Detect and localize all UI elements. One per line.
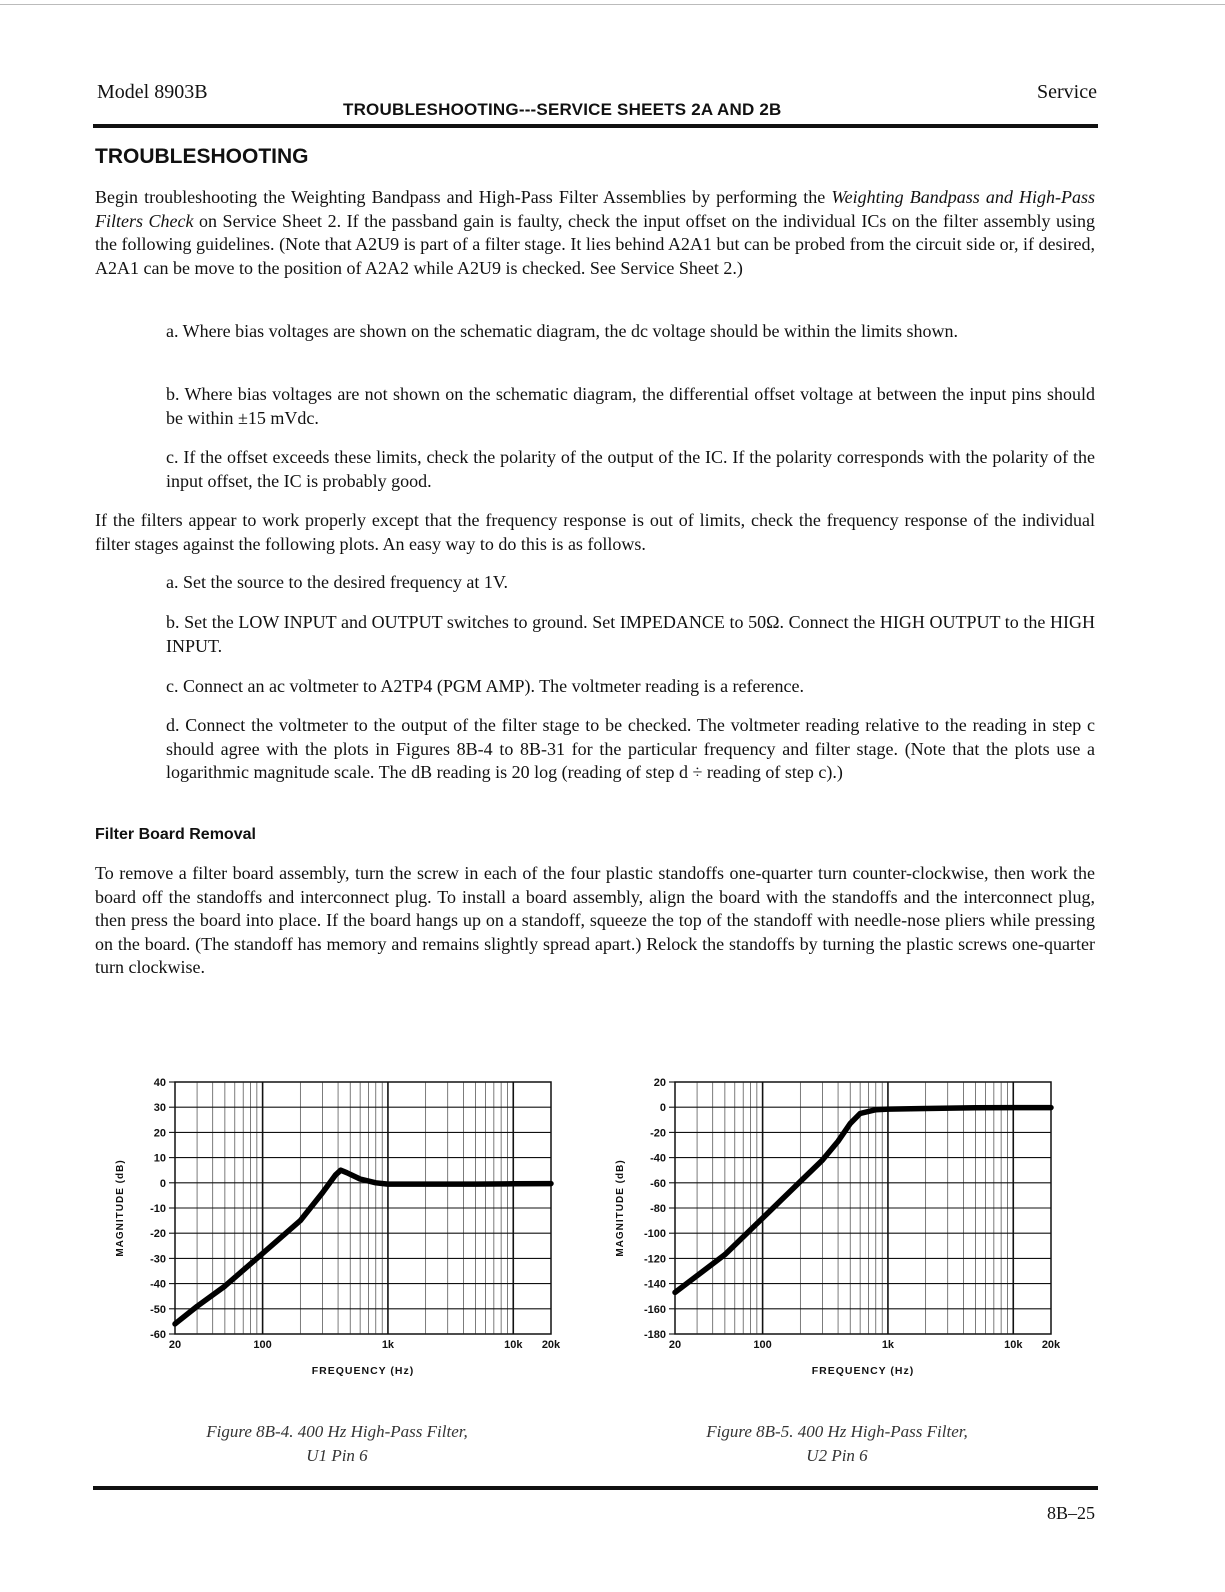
x-tick-label: 10k (504, 1339, 523, 1351)
x-tick-label: 1k (881, 1339, 895, 1351)
header-section: Service (1037, 81, 1097, 103)
freq-step-b: b. Set the LOW INPUT and OUTPUT switches to ground. Set IMPEDANCE to 50Ω. Connect the HIGH OUTPUT to the HIGH INPUT. (166, 612, 1095, 656)
y-tick-label: -80 (650, 1203, 666, 1215)
x-tick-label: 100 (753, 1339, 772, 1351)
x-tick-label: 1k (381, 1339, 395, 1351)
removal-heading: Filter Board Removal (95, 826, 256, 843)
header-rule (93, 124, 1098, 128)
y-tick-label: 30 (153, 1102, 166, 1115)
y-tick-label: -60 (650, 1177, 666, 1190)
frequency-paragraph: If the filters appear to work properly except that the frequency response is out of limits, check the frequency response of the individual filter stages against the following plots. An easy way to do this is as follows. (95, 510, 1095, 554)
y-tick-label: -140 (643, 1278, 666, 1291)
y-tick-label: -40 (150, 1278, 166, 1291)
offset-step-c: c. If the offset exceeds these limits, check the polarity of the output of the IC. If the polarity corresponds with the polarity of the input offset, the IC is probably good. (166, 447, 1095, 491)
section-heading: TROUBLESHOOTING (95, 145, 309, 168)
header-model: Model 8903B (97, 81, 208, 103)
y-tick-label: -60 (150, 1329, 166, 1341)
scan-top-edge (0, 4, 1225, 5)
y-tick-label: -20 (150, 1228, 166, 1241)
y-tick-label: -160 (643, 1303, 666, 1316)
caption-line-2: U1 Pin 6 (306, 1446, 368, 1465)
x-tick-label: 20 (668, 1339, 682, 1351)
x-tick-label: 20k (541, 1339, 561, 1351)
y-axis-title: MAGNITUDE (dB) (115, 1159, 126, 1257)
y-tick-label: -180 (643, 1329, 666, 1341)
y-tick-label: 40 (153, 1077, 166, 1089)
figure-8b-5-caption (677, 1420, 997, 1468)
x-tick-label: 10k (1004, 1339, 1023, 1351)
freq-step-c: c. Connect an ac voltmeter to A2TP4 (PGM AMP). The voltmeter reading is a reference. (166, 676, 804, 696)
intro-text-1: Begin troubleshooting the Weighting Bandpass and High-Pass Filter Assemblies by performing the (95, 187, 832, 207)
y-tick-label: -10 (150, 1203, 166, 1215)
response-curve (675, 1108, 1051, 1293)
offset-step-b: b. Where bias voltages are not shown on the schematic diagram, the differential offset voltage at between the input pins should be within ±15 mVdc. (166, 384, 1095, 428)
x-axis-title: FREQUENCY (Hz) (811, 1365, 915, 1377)
freq-step-a: a. Set the source to the desired frequency at 1V. (166, 572, 509, 592)
figure-8b-5-chart (605, 1072, 1075, 1382)
x-tick-label: 20k (1041, 1339, 1061, 1351)
offset-step-a: a. Where bias voltages are shown on the schematic diagram, the dc voltage should be within the limits shown. (166, 321, 958, 341)
y-tick-label: 10 (153, 1152, 166, 1165)
page-number: 8B–25 (1046, 1503, 1095, 1523)
removal-paragraph: To remove a filter board assembly, turn the screw in each of the four plastic standoffs one-quarter turn counter-clockwise, then work the board off the standoffs and interconnect plug. To install a board assembly, align the board with the standoffs and the interconnect plug, then press the board into place. If the board hangs up on a standoff, squeeze the top of the standoff with needle-nose pliers while pressing on the board. (The standoff has memory and remains slightly spread apart.) Relock the standoffs by turning the plastic screws one-quarter turn clockwise. (95, 863, 1095, 977)
y-tick-label: -20 (650, 1127, 666, 1140)
caption-line-2: U2 Pin 6 (806, 1446, 868, 1465)
caption-line-1: Figure 8B-5. 400 Hz High-Pass Filter, (706, 1422, 968, 1441)
x-axis-title: FREQUENCY (Hz) (311, 1365, 415, 1377)
figure-8b-4-caption (177, 1420, 497, 1468)
footer-rule (93, 1486, 1098, 1490)
caption-line-1: Figure 8B-4. 400 Hz High-Pass Filter, (206, 1422, 468, 1441)
y-tick-label: -100 (643, 1228, 666, 1241)
y-tick-label: -120 (643, 1253, 666, 1266)
x-tick-label: 20 (168, 1339, 182, 1351)
y-tick-label: 0 (659, 1102, 666, 1115)
figure-8b-4-chart (105, 1072, 575, 1382)
freq-step-d: d. Connect the voltmeter to the output of the filter stage to be checked. The voltmeter reading relative to the reading in step c should agree with the plots in Figures 8B-4 to 8B-31 for the particular frequency and filter stage. (Note that the plots use a logarithmic magnitude scale. The dB reading is 20 log (reading of step d ÷ reading of step c).) (166, 715, 1095, 782)
x-tick-label: 100 (253, 1339, 272, 1351)
intro-paragraph (95, 186, 1095, 280)
y-tick-label: 20 (153, 1127, 166, 1140)
y-tick-label: -50 (150, 1303, 166, 1316)
y-tick-label: 0 (159, 1177, 166, 1190)
response-curve (175, 1170, 551, 1324)
y-tick-label: -30 (150, 1253, 166, 1266)
intro-check-reference: Weighting Bandpass and High-Pass Filters Check (95, 187, 1095, 231)
y-axis-title: MAGNITUDE (dB) (615, 1159, 626, 1257)
intro-text-2: on Service Sheet 2. If the passband gain is faulty, check the input offset on the individual ICs on the filter assembly using the following guidelines. (Note that A2U9 is part of a filter stage. It lies behind A2A1 but can be probed from the circuit side or, if desired, A2A1 can be move to the position of A2A2 while A2U9 is checked. See Service Sheet 2.) (95, 210, 1095, 278)
header-title: TROUBLESHOOTING---SERVICE SHEETS 2A AND 2B (343, 100, 782, 119)
y-tick-label: 20 (653, 1077, 666, 1089)
y-tick-label: -40 (650, 1152, 666, 1165)
